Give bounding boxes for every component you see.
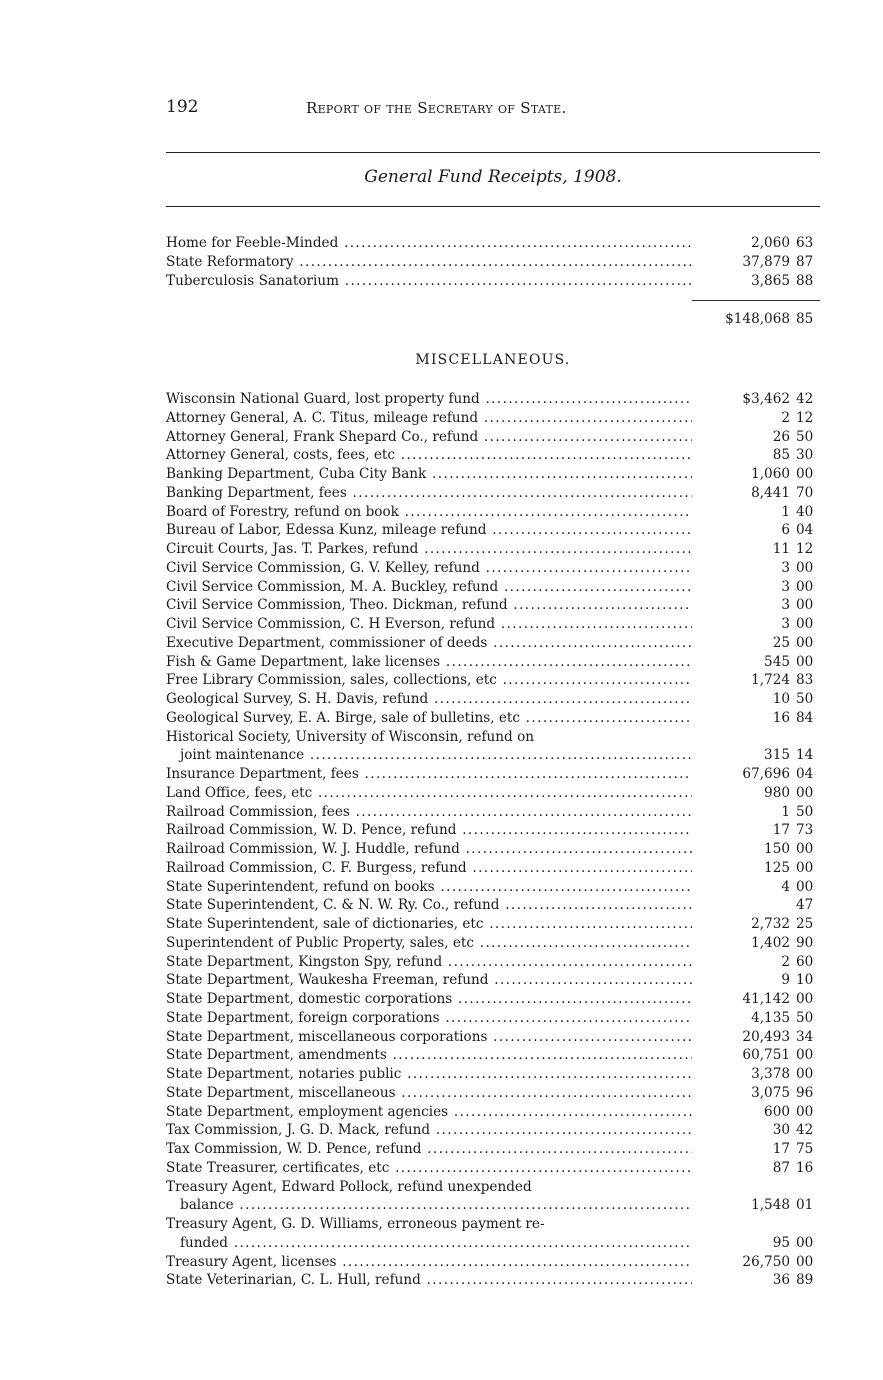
ledger-item-dollars: 1 [781,503,790,520]
ledger-item-cents: 00 [796,991,814,1007]
ledger-item-dollars: 1 [781,803,790,820]
ledger-item-dollars: 16 [772,709,790,726]
ledger-row [166,390,820,409]
ledger-item-cents: 14 [796,747,814,764]
ledger-item-label: State Superintendent, sale of dictionaries, etc ..... [166,915,692,934]
ledger-item-label: State Department, Waukesha Freeman, refund ..... [166,971,692,990]
ledger-item-cents: 84 [796,709,814,726]
ledger-item-cents: 60 [796,953,814,970]
ledger-item-label: Civil Service Commission, Theo. Dickman, refund ..... [166,596,692,615]
ledger-item-dollars: 36 [772,1272,790,1289]
ledger-item-dollars: 315 [764,747,790,764]
ledger-item-label: Tuberculosis Sanatorium ..... [166,272,692,291]
ledger-item-dollars: 26,750 [742,1253,790,1270]
ledger-row [166,1140,820,1159]
ledger-row [166,878,820,897]
ledger-item-label: Attorney General, A. C. Titus, mileage refund ..... [166,409,692,428]
ledger-row [166,896,820,915]
ledger-item-cents: 04 [796,522,814,539]
ledger-item-cents: 01 [796,1197,814,1214]
ledger-item-dollars: 9 [781,972,790,989]
ledger-item-label: joint maintenance ..... [166,746,692,765]
ledger-row [166,709,820,728]
ledger-item-dollars: 11 [772,541,790,557]
ledger-item-dollars: 3 [781,597,790,614]
ledger-item-label: Executive Department, commissioner of deeds ..... [166,634,692,653]
ledger-item-label: Tax Commission, W. D. Pence, refund ..... [166,1140,692,1159]
ledger-row [166,1234,820,1253]
ledger-item-label: Treasury Agent, licenses ..... [166,1253,692,1272]
ledger-item-label: State Veterinarian, C. L. Hull, refund ..... [166,1271,692,1290]
ledger-item-label: Geological Survey, E. A. Birge, sale of bulletins, etc ..... [166,709,692,728]
ledger-item-label: Land Office, fees, etc ..... [166,784,692,803]
ledger-item-label: Insurance Department, fees ..... [166,765,692,784]
ledger-row [166,615,820,634]
ledger-row [166,409,820,428]
ledger-item-cents: 34 [796,1028,814,1045]
ledger-row [166,428,820,447]
ledger-item-label: State Department, notaries public ..... [166,1065,692,1084]
ledger-item-cents: 00 [796,616,814,632]
ledger-item-cents: 12 [796,541,814,557]
total-row [166,311,820,330]
ledger-row [166,503,820,522]
ledger-item-dollars: 3,378 [751,1066,790,1082]
ledger-item-label: balance ..... [166,1196,692,1215]
ledger-item-dollars: 1,402 [751,934,790,951]
ledger-row [166,234,820,253]
ledger-item-dollars: 25 [772,634,790,651]
ledger-item-label: Treasury Agent, Edward Pollock, refund unexpended [166,1178,532,1195]
ledger-item-cents: 00 [796,1066,814,1082]
ledger-item-dollars: 41,142 [742,991,790,1007]
ledger-item-cents: 42 [796,391,814,407]
section-title: General Fund Receipts, 1908. [364,167,622,187]
ledger-item-cents: 50 [796,803,814,820]
ledger-item-dollars: 67,696 [742,766,790,782]
ledger-row [166,1253,820,1272]
ledger-item-cents: 25 [796,916,814,932]
ledger-item-dollars: 125 [764,859,790,876]
ledger-item-cents: 30 [796,447,814,464]
ledger-item-dollars: 2,060 [751,235,790,251]
ledger-item-cents: 00 [796,841,814,857]
ledger-item-dollars: 1,060 [751,466,790,482]
ledger-row [166,559,820,578]
ledger-row [166,859,820,878]
ledger-item-dollars: 60,751 [742,1047,790,1064]
ledger-item-cents: 87 [796,253,814,270]
ledger-item-label: State Superintendent, refund on books ..... [166,878,692,897]
total-rule [692,300,820,301]
ledger-item-dollars: 3,865 [751,272,790,289]
ledger-row [166,671,820,690]
ledger-item-cents: 00 [796,466,814,482]
ledger-row [166,990,820,1009]
ledger-item-dollars: 17 [772,1141,790,1157]
ledger-item-label: Free Library Commission, sales, collections, etc ..... [166,671,692,690]
ledger-item-label: funded ..... [166,1234,692,1253]
ledger-item-cents: 00 [796,1253,814,1270]
ledger-item-dollars: 20,493 [742,1028,790,1045]
ledger-item-dollars: 545 [764,653,790,670]
ledger-item-cents: 00 [796,1234,814,1251]
ledger-item-cents: 00 [796,859,814,876]
ledger-item-cents: 63 [796,235,814,251]
ledger-item-cents: 04 [796,766,814,782]
ledger-row [166,1271,820,1290]
ledger-item-label: Bureau of Labor, Edessa Kunz, mileage refund ..... [166,521,692,540]
ledger-item-cents: 70 [796,484,814,501]
ledger-item-label: State Reformatory ..... [166,253,692,272]
ledger-item-cents: 10 [796,972,814,989]
ledger-row [166,953,820,972]
ledger-item-label: Banking Department, fees ..... [166,484,692,503]
ledger-item-label: Circuit Courts, Jas. T. Parkes, refund ..... [166,540,692,559]
ledger-row [166,746,820,765]
ledger-item-cents: 47 [796,897,814,914]
ledger-row [166,1215,820,1234]
ledger-item-label: Railroad Commission, W. D. Pence, refund ..... [166,821,692,840]
ledger-item-label: Banking Department, Cuba City Bank ..... [166,465,692,484]
ledger-item-cents: 00 [796,653,814,670]
ledger-item-dollars: 8,441 [751,484,790,501]
ledger-item-cents: 50 [796,691,814,707]
ledger-item-label: Fish & Game Department, lake licenses ..... [166,653,692,672]
ledger-row [166,1196,820,1215]
ledger-item-cents: 50 [796,1009,814,1026]
ledger-row [166,1009,820,1028]
ledger-row [166,765,820,784]
ledger-item-label: Civil Service Commission, C. H Everson, refund ..... [166,615,692,634]
ledger-item-dollars: 37,879 [742,253,790,270]
ledger-item-label: State Superintendent, C. & N. W. Ry. Co., refund ..... [166,896,692,915]
ledger-item-dollars: 26 [772,428,790,445]
page-header [166,97,820,123]
top-receipts-list [166,234,820,290]
ledger-item-cents: 00 [796,784,814,801]
ledger-row [166,803,820,822]
ledger-row [166,521,820,540]
ledger-item-dollars: 95 [772,1234,790,1251]
ledger-item-cents: 90 [796,934,814,951]
ledger-row [166,540,820,559]
ledger-item-label: Board of Forestry, refund on book ..... [166,503,692,522]
ledger-item-label: Attorney General, costs, fees, etc ..... [166,446,692,465]
ledger-row [166,971,820,990]
ledger-item-label: State Department, foreign corporations ..... [166,1009,692,1028]
ledger-row [166,728,820,747]
ledger-item-cents: 00 [796,578,814,595]
ledger-row [166,253,820,272]
ledger-item-cents: 50 [796,428,814,445]
ledger-item-dollars: 6 [781,522,790,539]
title-rule [166,206,820,207]
ledger-item-dollars: 17 [772,822,790,839]
ledger-item-cents: 40 [796,503,814,520]
ledger-item-label: Tax Commission, J. G. D. Mack, refund ..... [166,1121,692,1140]
ledger-row [166,915,820,934]
ledger-item-label: Wisconsin National Guard, lost property fund ..... [166,390,692,409]
miscellaneous-receipts-list [166,390,820,1290]
ledger-row [166,634,820,653]
miscellaneous-heading: MISCELLANEOUS. [415,352,571,368]
ledger-item-cents: 89 [796,1272,814,1289]
ledger-row [166,840,820,859]
ledger-item-label: State Treasurer, certificates, etc ..... [166,1159,692,1178]
ledger-item-dollars: 3 [781,559,790,576]
page-number: 192 [166,97,199,117]
ledger-row [166,690,820,709]
ledger-item-dollars: 30 [772,1122,790,1139]
ledger-item-label: Railroad Commission, W. J. Huddle, refund ..... [166,840,692,859]
ledger-item-dollars: 3,075 [751,1084,790,1101]
ledger-item-dollars: $3,462 [742,391,790,407]
ledger-item-cents: 00 [796,559,814,576]
ledger-row [166,1103,820,1122]
header-rule [166,152,820,153]
ledger-item-dollars: 1,724 [751,672,790,689]
ledger-row [166,1159,820,1178]
ledger-item-dollars: 87 [772,1159,790,1176]
ledger-row [166,272,820,291]
ledger-row [166,653,820,672]
ledger-item-cents: 00 [796,634,814,651]
ledger-row [166,465,820,484]
ledger-item-dollars: 980 [764,784,790,801]
ledger-item-dollars: 2,732 [751,916,790,932]
ledger-item-dollars: 1,548 [751,1197,790,1214]
ledger-item-cents: 00 [796,597,814,614]
ledger-row [166,446,820,465]
ledger-row [166,1028,820,1047]
ledger-item-cents: 88 [796,272,814,289]
ledger-item-label: Geological Survey, S. H. Davis, refund ..... [166,690,692,709]
ledger-item-cents: 12 [796,409,814,426]
ledger-item-cents: 00 [796,878,814,895]
total-cents: 85 [796,311,814,327]
ledger-item-label: Attorney General, Frank Shepard Co., refund ..... [166,428,692,447]
ledger-item-dollars: 10 [772,691,790,707]
ledger-item-label: State Department, miscellaneous corporations ..... [166,1028,692,1047]
ledger-item-cents: 42 [796,1122,814,1139]
ledger-item-label: Superintendent of Public Property, sales, etc ..... [166,934,692,953]
ledger-item-cents: 96 [796,1084,814,1101]
ledger-row [166,784,820,803]
ledger-item-label: Home for Feeble-Minded ..... [166,234,692,253]
running-head: Report of the Secretary of State. [306,99,567,117]
ledger-item-cents: 75 [796,1141,814,1157]
ledger-item-label: Civil Service Commission, G. V. Kelley, refund ..... [166,559,692,578]
ledger-item-label: Railroad Commission, fees ..... [166,803,692,822]
ledger-row [166,821,820,840]
ledger-item-cents: 00 [796,1103,814,1120]
ledger-row [166,934,820,953]
ledger-item-dollars: 3 [781,578,790,595]
ledger-item-cents: 73 [796,822,814,839]
ledger-item-label: State Department, employment agencies ..... [166,1103,692,1122]
ledger-row [166,484,820,503]
ledger-item-label: Treasury Agent, G. D. Williams, erroneous payment re- [166,1216,545,1232]
ledger-item-dollars: 600 [764,1103,790,1120]
ledger-item-dollars: 4 [781,878,790,895]
ledger-item-dollars: 85 [772,447,790,464]
ledger-item-label: State Department, domestic corporations ..... [166,990,692,1009]
ledger-item-cents: 00 [796,1047,814,1064]
ledger-item-label: Historical Society, University of Wisconsin, refund on [166,728,535,745]
ledger-item-label: State Department, Kingston Spy, refund ..... [166,953,692,972]
total-dollars: $148,068 [725,311,790,327]
ledger-item-cents: 16 [796,1159,814,1176]
ledger-item-dollars: 3 [781,616,790,632]
ledger-row [166,1121,820,1140]
ledger-row [166,596,820,615]
ledger-item-dollars: 2 [781,953,790,970]
ledger-row [166,578,820,597]
ledger-item-label: State Department, miscellaneous ..... [166,1084,692,1103]
ledger-item-dollars: 4,135 [751,1009,790,1026]
ledger-row [166,1178,820,1197]
ledger-item-label: State Department, amendments ..... [166,1046,692,1065]
ledger-row [166,1065,820,1084]
ledger-row [166,1046,820,1065]
ledger-item-label: Railroad Commission, C. F. Burgess, refund ..... [166,859,692,878]
ledger-item-label: Civil Service Commission, M. A. Buckley, refund ..... [166,578,692,597]
ledger-item-dollars: 2 [781,409,790,426]
ledger-row [166,1084,820,1103]
ledger-item-cents: 83 [796,672,814,689]
ledger-item-dollars: 150 [764,841,790,857]
